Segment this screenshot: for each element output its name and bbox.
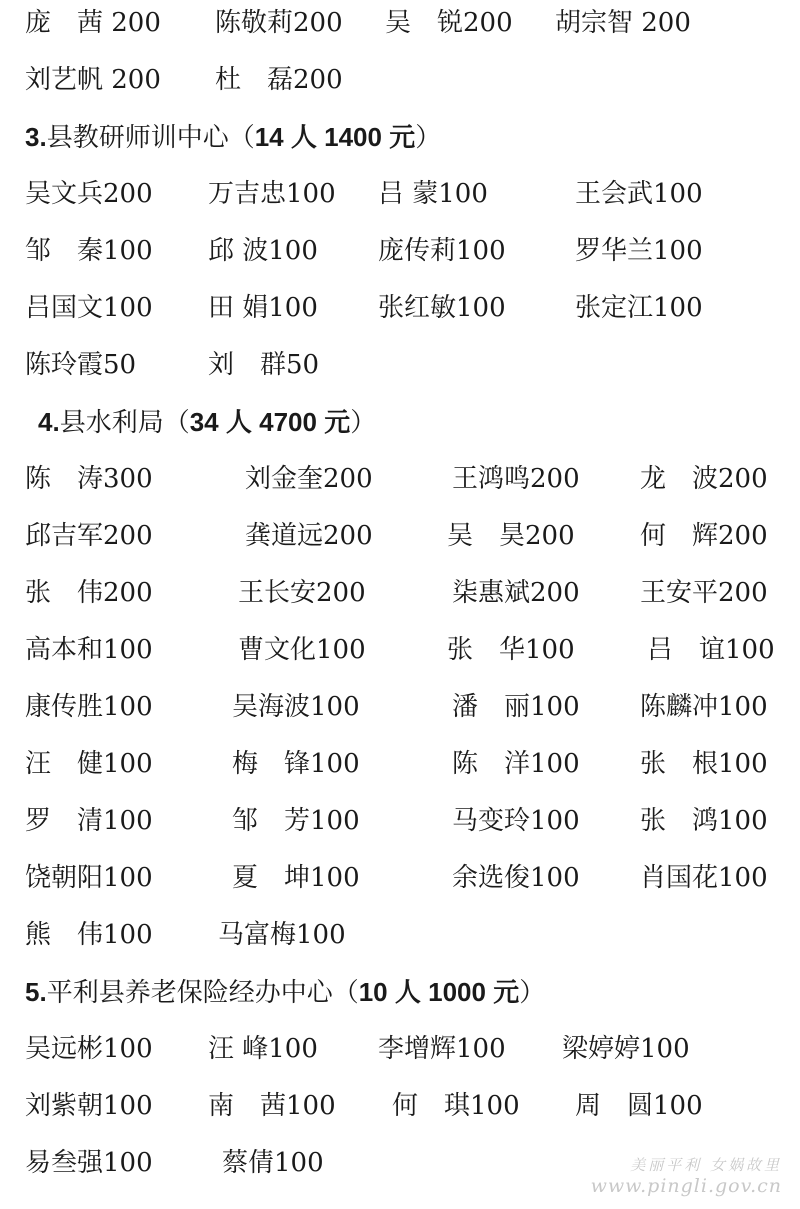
name-entry: 饶朝阳100	[25, 863, 153, 893]
section-heading	[25, 964, 800, 1020]
total-amount: 4700	[259, 407, 317, 437]
name-entry: 邱吉军200	[25, 521, 153, 551]
name-row	[0, 223, 800, 279]
name-row	[0, 850, 800, 906]
paren-close: ）	[415, 122, 442, 152]
paren-open: （	[228, 122, 255, 152]
section-name: 县教研师训中心	[46, 122, 229, 152]
name-entry: 何 辉200	[640, 521, 768, 551]
name-entry: 庞 茜 200	[25, 8, 161, 38]
currency-unit: 元	[389, 122, 416, 152]
name-entry: 邹 芳100	[232, 806, 360, 836]
name-entry: 刘艺帆 200	[25, 65, 161, 95]
section-heading	[25, 109, 800, 165]
section-heading	[38, 394, 800, 450]
name-entry: 张 伟200	[25, 578, 153, 608]
people-unit: 人	[225, 407, 252, 437]
name-entry: 邹 秦100	[25, 236, 153, 266]
name-entry: 蔡倩100	[222, 1148, 324, 1178]
people-count: 34	[189, 407, 219, 437]
name-entry: 易叁强100	[25, 1148, 153, 1178]
name-entry: 龚道远200	[245, 521, 373, 551]
name-entry: 吴文兵200	[25, 179, 153, 209]
name-entry: 陈 涛300	[25, 464, 153, 494]
section-number: 4.	[38, 407, 60, 437]
name-entry: 汪 峰100	[208, 1034, 318, 1064]
name-row	[0, 337, 800, 393]
total-amount: 1400	[324, 122, 382, 152]
name-entry: 杜 磊200	[215, 65, 343, 95]
name-entry: 刘金奎200	[245, 464, 373, 494]
name-entry: 李增辉100	[378, 1034, 506, 1064]
name-entry: 胡宗智 200	[555, 8, 691, 38]
name-entry: 陈玲霞50	[25, 350, 137, 380]
name-entry: 张 根100	[640, 749, 768, 779]
name-entry: 吴海波100	[232, 692, 360, 722]
people-count: 14	[254, 122, 284, 152]
name-entry: 张 鸿100	[640, 806, 768, 836]
paren-close: ）	[350, 407, 377, 437]
name-row	[0, 0, 800, 51]
name-entry: 康传胜100	[25, 692, 153, 722]
name-entry: 吴远彬100	[25, 1034, 153, 1064]
paren-open: （	[163, 407, 190, 437]
name-entry: 吕 谊100	[647, 635, 775, 665]
people-count: 10	[358, 977, 388, 1007]
name-row	[0, 451, 800, 507]
name-entry: 熊 伟100	[25, 920, 153, 950]
name-entry: 王会武100	[575, 179, 703, 209]
name-row	[0, 52, 800, 108]
name-entry: 田 娟100	[208, 293, 318, 323]
section-number: 3.	[25, 122, 47, 152]
name-entry: 龙 波200	[640, 464, 768, 494]
name-entry: 曹文化100	[238, 635, 366, 665]
name-entry: 马富梅100	[218, 920, 346, 950]
name-row	[0, 166, 800, 222]
name-entry: 罗 清100	[25, 806, 153, 836]
name-row	[0, 1021, 800, 1077]
name-row	[0, 508, 800, 564]
name-entry: 柒惠斌200	[452, 578, 580, 608]
people-unit: 人	[394, 977, 421, 1007]
name-entry: 梅 锋100	[232, 749, 360, 779]
paren-open: （	[332, 977, 359, 1007]
name-entry: 邱 波100	[208, 236, 318, 266]
name-entry: 罗华兰100	[575, 236, 703, 266]
site-watermark	[591, 1154, 782, 1197]
name-entry: 吴 锐200	[385, 8, 513, 38]
name-entry: 刘 群50	[208, 350, 320, 380]
name-entry: 周 圆100	[575, 1091, 703, 1121]
name-row	[0, 622, 800, 678]
name-entry: 高本和100	[25, 635, 153, 665]
name-row	[0, 679, 800, 735]
section-name: 县水利局	[59, 407, 164, 437]
name-row	[0, 907, 800, 963]
name-entry: 南 茜100	[208, 1091, 336, 1121]
name-entry: 陈 洋100	[452, 749, 580, 779]
name-row	[0, 1078, 800, 1134]
name-entry: 何 琪100	[392, 1091, 520, 1121]
name-entry: 吕 蒙100	[378, 179, 488, 209]
paren-close: ）	[519, 977, 546, 1007]
name-row	[0, 736, 800, 792]
name-entry: 王安平200	[640, 578, 768, 608]
name-row	[0, 565, 800, 621]
name-entry: 王鸿鸣200	[452, 464, 580, 494]
name-entry: 余选俊100	[452, 863, 580, 893]
name-entry: 汪 健100	[25, 749, 153, 779]
name-entry: 肖国花100	[640, 863, 768, 893]
name-entry: 万吉忠100	[208, 179, 336, 209]
name-entry: 潘 丽100	[452, 692, 580, 722]
name-entry: 张 华100	[447, 635, 575, 665]
name-entry: 张定江100	[575, 293, 703, 323]
name-row	[0, 793, 800, 849]
name-entry: 陈麟冲100	[640, 692, 768, 722]
currency-unit: 元	[493, 977, 520, 1007]
name-entry: 马变玲100	[452, 806, 580, 836]
name-entry: 吕国文100	[25, 293, 153, 323]
watermark-url: www.pingli.gov.cn	[590, 1175, 782, 1197]
name-entry: 庞传莉100	[378, 236, 506, 266]
name-entry: 梁婷婷100	[562, 1034, 690, 1064]
name-row	[0, 280, 800, 336]
name-entry: 夏 坤100	[232, 863, 360, 893]
watermark-slogan: 美丽平利 女娲故里	[630, 1156, 782, 1174]
total-amount: 1000	[428, 977, 486, 1007]
currency-unit: 元	[324, 407, 351, 437]
section-number: 5.	[25, 977, 47, 1007]
name-entry: 张红敏100	[378, 293, 506, 323]
people-unit: 人	[290, 122, 317, 152]
name-entry: 王长安200	[238, 578, 366, 608]
name-entry: 刘紫朝100	[25, 1091, 153, 1121]
name-entry: 陈敬莉200	[215, 8, 343, 38]
section-name: 平利县养老保险经办中心	[46, 977, 333, 1007]
name-entry: 吴 昊200	[447, 521, 575, 551]
